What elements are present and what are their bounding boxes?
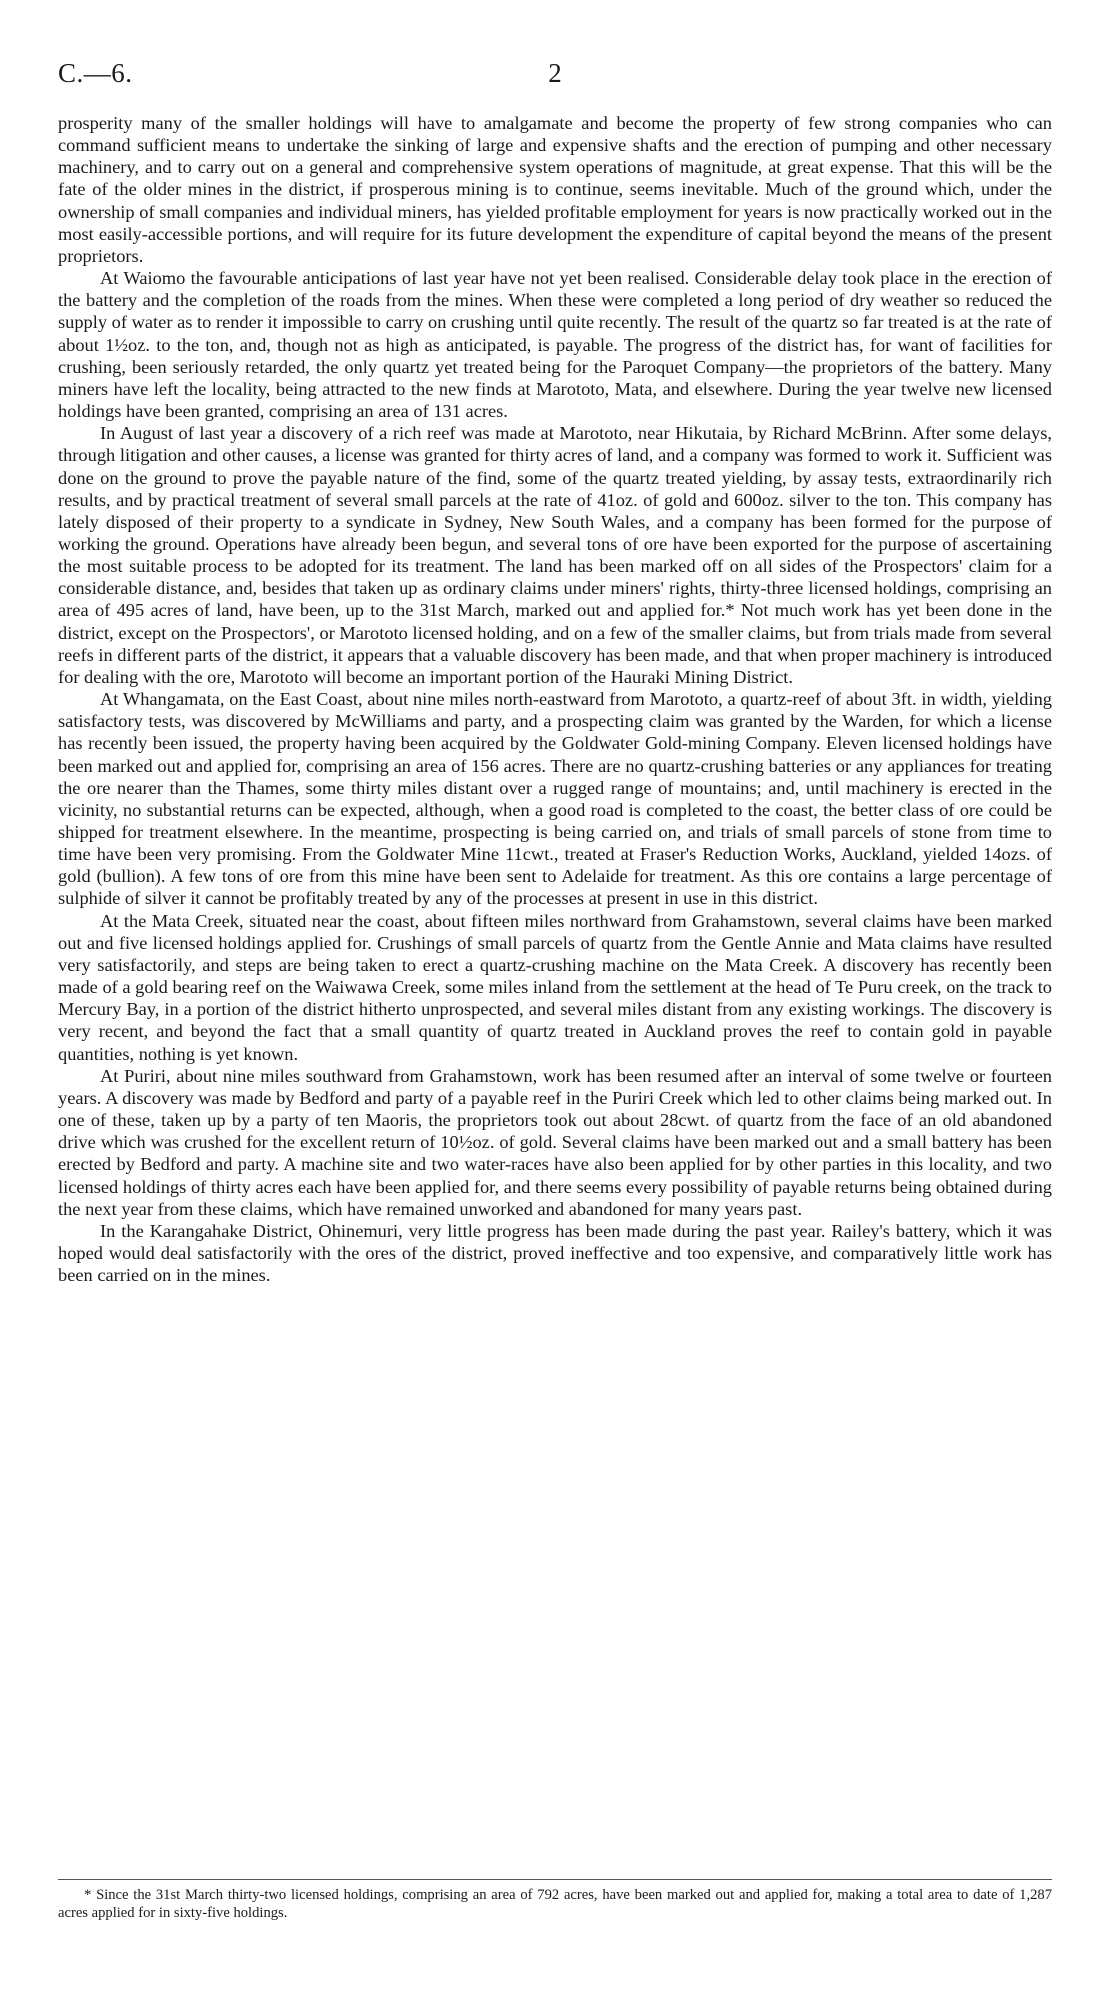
body-text <box>58 112 1052 1286</box>
paragraph-karangahake: In the Karangahake District, Ohinemuri, very little progress has been made during the past year. Railey's battery, which it was hoped would deal satisfactorily with the ores of the district, proved ineffective and too expensive, and comparatively little work has been carried on in the mines. <box>58 1220 1052 1286</box>
page-header <box>58 58 1052 98</box>
paragraph-continued: prosperity many of the smaller holdings will have to amalgamate and become the property of few strong companies who can command sufficient means to undertake the sinking of large and expensive shafts and the erection of pumping and other necessary machinery, and to carry out on a general and comprehensive system operations of magnitude, at great expense. That this will be the fate of the older mines in the district, if prosperous mining is to continue, seems inevitable. Much of the ground which, under the ownership of small companies and individual miners, has yielded profitable employment for years is now practically worked out in the most easily-accessible portions, and will require for its future development the expenditure of capital beyond the means of the present proprietors. <box>58 113 1052 266</box>
paragraph-waiomo: At Waiomo the favourable anticipations of last year have not yet been realised. Considerable delay took place in the erection of the battery and the completion of the roads from the mines. When these were completed a long period of dry weather so reduced the supply of water as to render it impossible to carry on crushing until quite recently. The result of the quartz so far treated is at the rate of about 1½oz. to the ton, and, though not as high as anticipated, is payable. The progress of the district has, for want of facilities for crushing, been seriously retarded, the only quartz yet treated being for the Paroquet Company—the proprietors of the battery. Many miners have left the locality, being attracted to the new finds at Marototo, Mata, and elsewhere. During the year twelve new licensed holdings have been granted, comprising an area of 131 acres. <box>58 268 1052 422</box>
document-code: C.—6. <box>58 58 133 88</box>
paragraph-whangamata: At Whangamata, on the East Coast, about nine miles north-eastward from Marototo, a quartz-reef of about 3ft. in width, yielding satisfactory tests, was discovered by McWilliams and party, and a prospecting claim was granted by the Warden, for which a license has recently been issued, the property having been acquired by the Goldwater Gold-mining Company. Eleven licensed holdings have been marked out and applied for, comprising an area of 156 acres. There are no quartz-crushing batteries or any appliances for treating the ore nearer than the Thames, some thirty miles distant over a rugged range of mountains; and, until machinery is erected in the vicinity, no substantial returns can be expected, although, when a good road is completed to the coast, the better class of ore could be shipped for treatment elsewhere. In the meantime, prospecting is being carried on, and trials of small parcels of stone from time to time have been very promising. From the Goldwater Mine 11cwt., treated at Fraser's Reduction Works, Auckland, yielded 14ozs. of gold (bullion). A few tons of ore from this mine have been sent to Adelaide for treatment. As this ore contains a large percentage of sulphide of silver it cannot be profitably treated by any of the processes at present in use in this district. <box>58 689 1052 909</box>
paragraph-mata-creek: At the Mata Creek, situated near the coast, about fifteen miles northward from Grahamstown, several claims have been marked out and five licensed holdings applied for. Crushings of small parcels of quartz from the Gentle Annie and Mata claims have resulted very satisfactorily, and steps are being taken to erect a quartz-crushing machine on the Mata Creek. A discovery has recently been made of a gold bearing reef on the Waiwawa Creek, some miles inland from the settlement at the head of Te Puru creek, on the track to Mercury Bay, in a portion of the district hitherto unprospected, and several miles distant from any existing workings. The discovery is very recent, and beyond the fact that a small quantity of quartz treated in Auckland proves the reef to contain gold in payable quantities, nothing is yet known. <box>58 910 1052 1064</box>
footnote-divider <box>58 1879 1052 1880</box>
footnote: * Since the 31st March thirty-two licensed holdings, comprising an area of 792 acres, have been marked out and applied for, making a total area to date of 1,287 acres applied for in sixty-five holdings. <box>58 1887 1052 1921</box>
paragraph-puriri: At Puriri, about nine miles southward from Grahamstown, work has been resumed after an interval of some twelve or fourteen years. A discovery was made by Bedford and party of a payable reef in the Puriri Creek which led to other claims being marked out. In one of these, taken up by a party of ten Maoris, the proprietors took out about 28cwt. of quartz from the face of an old abandoned drive which was crushed for the excellent return of 10½oz. of gold. Several claims have been marked out and a small battery has been erected by Bedford and party. A machine site and two water-races have also been applied for by other parties in this locality, and two licensed holdings of thirty acres each have been applied for, and there seems every possibility of payable returns being obtained during the next year from these claims, which have remained unworked and abandoned for many years past. <box>58 1065 1052 1219</box>
paragraph-marototo: In August of last year a discovery of a rich reef was made at Marototo, near Hikutaia, by Richard McBrinn. After some delays, through litigation and other causes, a license was granted for thirty acres of land, and a company was formed to work it. Sufficient was done on the ground to prove the payable nature of the find, some of the quartz treated yielding, by assay tests, extraordinarily rich results, and by practical treatment of several small parcels at the rate of 41oz. of gold and 600oz. silver to the ton. This company has lately disposed of their property to a syndicate in Sydney, New South Wales, and a company has been formed for the purpose of working the ground. Operations have already been begun, and several tons of ore have been exported for the purpose of ascertaining the most suitable process to be adopted for its treatment. The land has been marked off on all sides of the Prospectors' claim for a considerable distance, and, besides that taken up as ordinary claims under miners' rights, thirty-three licensed holdings, comprising an area of 495 acres of land, have been, up to the 31st March, marked out and applied for.* Not much work has yet been done in the district, except on the Prospectors', or Marototo licensed holding, and on a few of the smaller claims, but from trials made from several reefs in different parts of the district, it appears that a valuable discovery has been made, and that when proper machinery is introduced for dealing with the ore, Marototo will become an important portion of the Hauraki Mining District. <box>58 423 1052 687</box>
page-number: 2 <box>548 58 562 88</box>
